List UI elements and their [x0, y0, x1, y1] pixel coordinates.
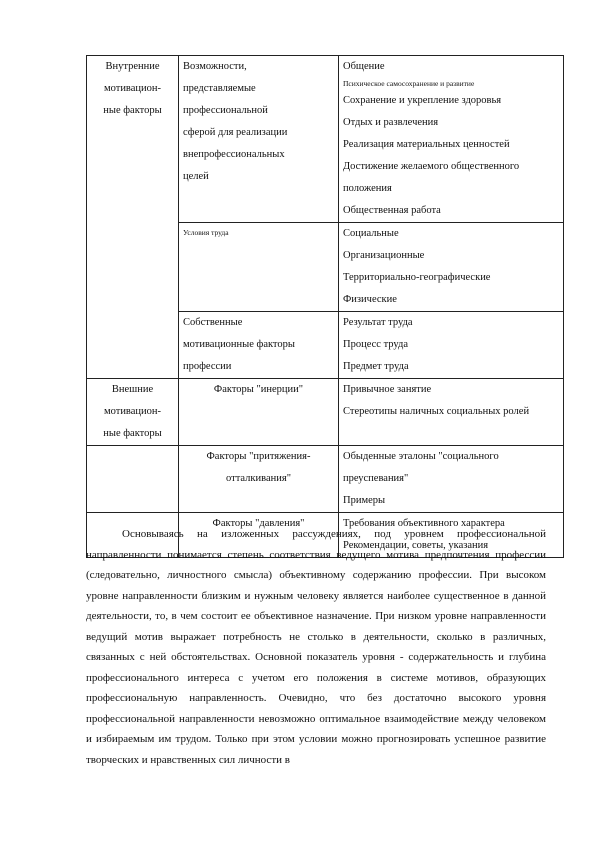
cell-line: профессии [183, 361, 232, 372]
internal-factors-cell [87, 56, 179, 379]
cell-line: Общественная работа [343, 205, 441, 216]
work-conditions-cell [179, 223, 339, 312]
table-row [87, 56, 564, 223]
cell-line: преуспевания" [343, 473, 409, 484]
cell-line: целей [183, 171, 209, 182]
cell-line: сферой для реализации [183, 127, 288, 138]
cell-line: Результат труда [343, 317, 413, 328]
cell-line: мотивационные факторы [183, 339, 295, 350]
cell-line: Рекомендации, советы, указания [343, 540, 489, 551]
cell-line: положения [343, 183, 392, 194]
cell-line: Физические [343, 294, 397, 305]
cell-line: Факторы "инерции" [213, 384, 304, 395]
word: "социального [438, 451, 499, 462]
cell-line: Собственные [183, 317, 243, 328]
cell-line: Факторы "давления" [212, 518, 305, 529]
own-factors-list-cell [339, 312, 564, 379]
table-row [87, 379, 564, 446]
cell-line: ные факторы [103, 428, 162, 439]
cell-line: Достижение желаемого общественного [343, 161, 520, 172]
cell-line-small: Условия труда [183, 228, 229, 237]
word: Обыденные [343, 451, 396, 462]
cell-line: представляемые [183, 83, 256, 94]
cell-line: Общение [343, 61, 385, 72]
cell-line: Предмет труда [343, 361, 409, 372]
cell-line: Территориально-географические [343, 272, 491, 283]
cell-line: Стереотипы наличных социальных ролей [343, 406, 530, 417]
cell-line: Факторы "притяжения- [206, 451, 311, 462]
cell-line: ные факторы [103, 105, 162, 116]
cell-line: Отдых и развлечения [343, 117, 439, 128]
cell-line: Социальные [343, 228, 399, 239]
external-factors-cell [87, 379, 179, 446]
cell-line: Возможности, [183, 61, 247, 72]
opportunities-cell [179, 56, 339, 223]
cell-line: профессиональной [183, 105, 268, 116]
table-row [87, 446, 564, 513]
cell-line: Организационные [343, 250, 425, 261]
opportunities-list-cell [339, 56, 564, 223]
cell-line: мотивацион- [103, 406, 162, 417]
justified-line [343, 446, 559, 468]
empty-cell [87, 446, 179, 513]
attraction-factors-cell [179, 446, 339, 513]
cell-line: Процесс труда [343, 339, 408, 350]
cell-line: Реализация материальных ценностей [343, 139, 510, 150]
inertia-factors-list-cell [339, 379, 564, 446]
attraction-factors-list-cell [339, 446, 564, 513]
cell-line: Примеры [343, 495, 386, 506]
inertia-factors-cell [179, 379, 339, 446]
motivation-factors-table [86, 55, 564, 558]
cell-line: мотивацион- [103, 83, 162, 94]
cell-line: Требования объективного характера [343, 518, 505, 529]
cell-line: Внешние [111, 384, 154, 395]
body-paragraph: Основываясь на изложенных рассуждениях, под уровнем профессиональной направленности понимается степень соответствия ведущего мотива предпочтения профессии (следовательно, личностного смысла) объективному содержанию профессии. При высоком уровне направленности близким и нужным человеку является наиболее существенное в данной деятельности, то, в чем состоит ее объективное назначение. При низком уровне направленности ведущий мотив выражает потребность не столько в деятельности, сколько в различных, связанных с ней обстоятельствах. Основной показатель уровня - содержательность и глубина профессионального интереса с учетом его положения в системе мотивов, образующих профессиональную направленность. Очевидно, что без достаточно высокого уровня профессиональной направленности невозможно оптимальное взаимодействие между человеком и избираемым им трудом. Только при этом условии можно прогнозировать успешное развитие творческих и нравственных сил личности в [86, 528, 546, 766]
cell-line: отталкивания" [226, 473, 291, 484]
work-conditions-list-cell [339, 223, 564, 312]
cell-line: Привычное занятие [343, 384, 432, 395]
cell-line: Внутренние [105, 61, 160, 72]
cell-line-small: Психическое самосохранение и развитие [343, 79, 475, 88]
cell-line: Сохранение и укрепление здоровья [343, 95, 502, 106]
own-factors-cell [179, 312, 339, 379]
cell-line: внепрофессиональных [183, 149, 285, 160]
word: эталоны [398, 451, 436, 462]
